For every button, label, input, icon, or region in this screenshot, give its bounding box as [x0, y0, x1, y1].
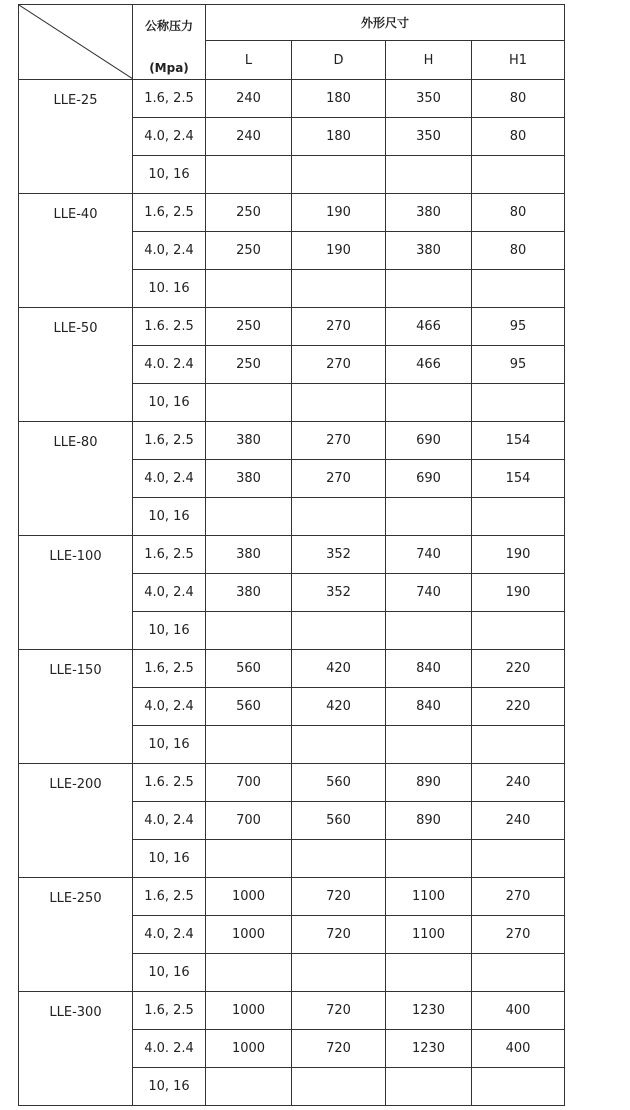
dimension-h1-value: [472, 840, 565, 878]
table-row: [19, 80, 565, 118]
dimension-l-value: 250: [206, 194, 292, 232]
model-name: LLE-25: [19, 80, 133, 194]
pressure-value: 4.0, 2.4: [133, 688, 206, 726]
dimension-h-value: 1100: [386, 878, 472, 916]
dimension-h1-value: 190: [472, 536, 565, 574]
pressure-value: 4.0. 2.4: [133, 1030, 206, 1068]
dimension-h-value: 350: [386, 118, 472, 156]
dimension-h-value: 840: [386, 688, 472, 726]
pressure-value: 1.6, 2.5: [133, 536, 206, 574]
dimension-d-value: 352: [292, 574, 386, 612]
dimension-d-value: 720: [292, 916, 386, 954]
dimension-l-value: [206, 156, 292, 194]
dimension-h1-value: 270: [472, 878, 565, 916]
dimension-d-value: 180: [292, 80, 386, 118]
column-header-d: D: [292, 41, 386, 80]
pressure-value: 10, 16: [133, 954, 206, 992]
dimension-h-value: 1230: [386, 992, 472, 1030]
dimension-l-value: 1000: [206, 992, 292, 1030]
dimensions-header: 外形尺寸: [206, 5, 565, 41]
dimension-l-value: [206, 498, 292, 536]
dimension-l-value: 240: [206, 118, 292, 156]
table-row: [19, 194, 565, 232]
dimension-h-value: [386, 384, 472, 422]
dimension-d-value: 270: [292, 308, 386, 346]
dimension-l-value: [206, 726, 292, 764]
dimension-d-value: 560: [292, 802, 386, 840]
dimension-h1-value: 400: [472, 1030, 565, 1068]
dimension-h-value: [386, 726, 472, 764]
model-name: LLE-250: [19, 878, 133, 992]
dimension-h-value: 890: [386, 802, 472, 840]
dimension-h1-value: [472, 612, 565, 650]
dimension-l-value: 560: [206, 650, 292, 688]
column-header-l: L: [206, 41, 292, 80]
pressure-value: 10, 16: [133, 384, 206, 422]
pressure-value: 10, 16: [133, 498, 206, 536]
dimension-d-value: [292, 954, 386, 992]
dimension-d-value: [292, 498, 386, 536]
dimension-h-value: 466: [386, 346, 472, 384]
dimension-l-value: 1000: [206, 916, 292, 954]
pressure-value: 1.6. 2.5: [133, 764, 206, 802]
pressure-value: 4.0, 2.4: [133, 118, 206, 156]
pressure-value: 1.6. 2.5: [133, 308, 206, 346]
dimension-l-value: [206, 384, 292, 422]
table-row: [19, 764, 565, 802]
dimension-l-value: 380: [206, 574, 292, 612]
dimension-h1-value: 220: [472, 688, 565, 726]
pressure-value: 1.6, 2.5: [133, 422, 206, 460]
pressure-value: 1.6, 2.5: [133, 992, 206, 1030]
pressure-value: 1.6, 2.5: [133, 80, 206, 118]
dimension-d-value: 420: [292, 688, 386, 726]
dimension-d-value: 190: [292, 194, 386, 232]
dimension-h1-value: 154: [472, 460, 565, 498]
dimension-h-value: [386, 156, 472, 194]
table-row: [19, 536, 565, 574]
dimension-d-value: [292, 840, 386, 878]
dimension-h1-value: 95: [472, 346, 565, 384]
pressure-unit: (Mpa): [149, 61, 189, 75]
dimension-d-value: [292, 270, 386, 308]
model-name: LLE-80: [19, 422, 133, 536]
dimension-h1-value: [472, 384, 565, 422]
dimension-l-value: 560: [206, 688, 292, 726]
model-name: LLE-150: [19, 650, 133, 764]
dimension-h-value: [386, 612, 472, 650]
model-name: LLE-100: [19, 536, 133, 650]
table-row: [19, 308, 565, 346]
dimension-h1-value: [472, 954, 565, 992]
pressure-value: 10, 16: [133, 612, 206, 650]
dimension-l-value: 250: [206, 232, 292, 270]
dimension-h-value: 740: [386, 536, 472, 574]
dimension-l-value: 380: [206, 536, 292, 574]
dimension-d-value: 190: [292, 232, 386, 270]
dimension-l-value: 700: [206, 802, 292, 840]
dimension-h-value: 350: [386, 80, 472, 118]
table-row: [19, 878, 565, 916]
column-header-h1: H1: [472, 41, 565, 80]
dimension-d-value: [292, 384, 386, 422]
dimension-h1-value: [472, 498, 565, 536]
pressure-value: 1.6, 2.5: [133, 878, 206, 916]
pressure-value: 10, 16: [133, 726, 206, 764]
pressure-value: 4.0, 2.4: [133, 574, 206, 612]
dimension-l-value: [206, 612, 292, 650]
pressure-value: 1.6, 2.5: [133, 650, 206, 688]
dimension-d-value: 560: [292, 764, 386, 802]
dimension-d-value: 420: [292, 650, 386, 688]
dimension-h1-value: 154: [472, 422, 565, 460]
table-row: [19, 650, 565, 688]
dimension-h-value: 840: [386, 650, 472, 688]
dimension-h1-value: 240: [472, 764, 565, 802]
pressure-value: 4.0. 2.4: [133, 346, 206, 384]
dimension-h-value: 690: [386, 422, 472, 460]
dimension-h1-value: [472, 270, 565, 308]
pressure-value: 1.6, 2.5: [133, 194, 206, 232]
pressure-value: 10, 16: [133, 1068, 206, 1106]
dimension-h1-value: 190: [472, 574, 565, 612]
dimension-d-value: 720: [292, 878, 386, 916]
diagonal-line: [19, 5, 133, 79]
pressure-header: [133, 5, 206, 80]
diagonal-header-cell: [19, 5, 133, 80]
model-name: LLE-50: [19, 308, 133, 422]
dimension-d-value: 270: [292, 422, 386, 460]
dimension-h1-value: 220: [472, 650, 565, 688]
dimension-l-value: 240: [206, 80, 292, 118]
pressure-value: 4.0, 2.4: [133, 460, 206, 498]
dimension-h1-value: [472, 726, 565, 764]
dimension-h-value: 690: [386, 460, 472, 498]
spec-table: [18, 4, 565, 1106]
table-row: [19, 992, 565, 1030]
dimension-h-value: [386, 270, 472, 308]
pressure-value: 10, 16: [133, 840, 206, 878]
pressure-value: 4.0, 2.4: [133, 802, 206, 840]
dimension-l-value: 250: [206, 308, 292, 346]
pressure-value: 10, 16: [133, 156, 206, 194]
dimension-l-value: [206, 270, 292, 308]
dimension-h-value: 890: [386, 764, 472, 802]
dimension-h1-value: 400: [472, 992, 565, 1030]
dimension-l-value: 1000: [206, 1030, 292, 1068]
dimension-l-value: [206, 954, 292, 992]
dimension-h-value: 380: [386, 232, 472, 270]
dimension-l-value: 1000: [206, 878, 292, 916]
dimension-h-value: 1230: [386, 1030, 472, 1068]
pressure-value: 4.0, 2.4: [133, 232, 206, 270]
dimension-l-value: 700: [206, 764, 292, 802]
dimension-d-value: 270: [292, 346, 386, 384]
dimension-h-value: [386, 498, 472, 536]
dimension-l-value: 380: [206, 460, 292, 498]
dimension-d-value: [292, 726, 386, 764]
column-header-h: H: [386, 41, 472, 80]
dimension-h1-value: 80: [472, 118, 565, 156]
table-row: [19, 422, 565, 460]
dimension-h-value: 1100: [386, 916, 472, 954]
dimension-h-value: [386, 840, 472, 878]
dimension-d-value: 270: [292, 460, 386, 498]
pressure-label: 公称压力: [144, 19, 193, 33]
model-name: LLE-300: [19, 992, 133, 1106]
dimension-h1-value: 95: [472, 308, 565, 346]
pressure-value: 4.0, 2.4: [133, 916, 206, 954]
dimension-d-value: 720: [292, 1030, 386, 1068]
dimension-d-value: 720: [292, 992, 386, 1030]
dimension-l-value: [206, 840, 292, 878]
dimension-h1-value: 270: [472, 916, 565, 954]
dimension-d-value: [292, 1068, 386, 1106]
dimension-h-value: [386, 954, 472, 992]
dimension-h-value: 740: [386, 574, 472, 612]
dimension-h1-value: 80: [472, 80, 565, 118]
dimension-d-value: 180: [292, 118, 386, 156]
dimension-l-value: 250: [206, 346, 292, 384]
dimension-d-value: [292, 612, 386, 650]
dimension-l-value: [206, 1068, 292, 1106]
dimension-h-value: 380: [386, 194, 472, 232]
dimension-h1-value: [472, 1068, 565, 1106]
dimension-h1-value: 80: [472, 232, 565, 270]
dimension-h1-value: 240: [472, 802, 565, 840]
dimension-h1-value: 80: [472, 194, 565, 232]
dimension-h1-value: [472, 156, 565, 194]
pressure-value: 10. 16: [133, 270, 206, 308]
dimension-l-value: 380: [206, 422, 292, 460]
dimension-h-value: 466: [386, 308, 472, 346]
dimension-h-value: [386, 1068, 472, 1106]
model-name: LLE-40: [19, 194, 133, 308]
dimension-d-value: 352: [292, 536, 386, 574]
dimension-d-value: [292, 156, 386, 194]
model-name: LLE-200: [19, 764, 133, 878]
